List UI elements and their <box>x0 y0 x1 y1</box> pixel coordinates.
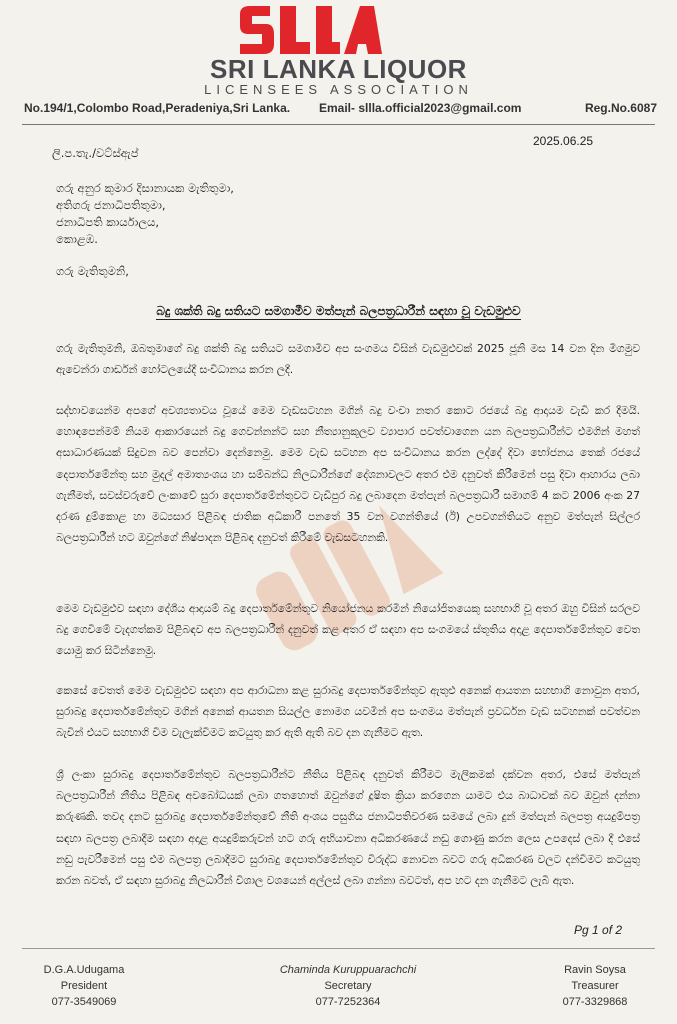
signatory-name: D.G.A.Udugama <box>43 964 125 976</box>
subject-text: බදු ශක්ති බදු සතියට සමගාමීව මත්පැන් බලපත්‍රධාරීන් සඳහා වූ වැඩමුළුව <box>156 304 521 318</box>
signatory-president <box>24 962 144 1010</box>
page-number: Pg 1 of 2 <box>574 923 623 937</box>
letterhead-divider <box>22 124 655 125</box>
body-paragraph: සද්භාවයෙන්ම අපගේ අවශ්‍යතාවය වූයේ මෙම වැඩසටහන මගින් බදු වංචා නතර කොට රජයේ බදු ආදායම වැඩි කර දීමයි. හොඳපෙන්මම් නියම ආකාරයෙන් බදු ගෙවන්නන්ට සහ නීත්‍යානුකූලව ව්‍යාපාර පවත්වාගෙන යන බලපත්‍රධාරීන්ට එමගින් මහත් අසාධාරණයක් සිදුවන බව පෙන්වා දෙන්නෙමු. මෙම වැඩ සටහන අප සංවිධානය කරන ලද්දේ දිවා භෝජනය තෙක් රජයේ දෙපාර්තමේන්තු සහ මුදල් අමාත්‍යංශය හා සම්බන්ධ නිලධාරීන්ගේ දේශනාවලට අතර එම දනුවත් කිරීමෙන් පසු දිවා ආහාරය ලබා ගැනීමත්, සවස්වරුවේ ලංකාවේ සුරා දෙපාර්තමේන්තුවට වැඩිපුර බදු ලබාදෙන මත්පැන් බලපත්‍රධාරී සමාගම් 4 කට 2006 අංක 27 දරණ දුම්කොළ හා මධ්‍යසාර පිළිබඳ ජාතික අධිකාරී පනතේ 35 වන වගන්තියේ (ඊ) උපවගන්තියට අනුව මත්පැන් සිල්ලර බලපත්‍රධාරීන් හට ඔවුන්ගේ නිෂ්පාදන පිළිබඳ දනුවත් කිරීමේ වැඩසටහනකි. <box>56 404 640 545</box>
body-paragraph: මෙම වැඩමුළුව සඳහා දේශීය ආදායම් බදු දෙපාර්තමේන්තුව නියෝජනය කරමින් නියෝජිතයෙකු සහභාගි වූ අතර ඔහු විසින් සරලව බදු ගෙවීමේ වැදගත්කම පිළිබඳව අප බලපත්‍රධාරීන් දනුවත් කළ අතර ඒ සඳහා අප සංගමයේ ස්තූතිය අදාළ දෙපාර්තමේන්තුව වෙත යොමු කර සිටින්නෙමු. <box>56 602 640 658</box>
letter-date: 2025.06.25 <box>533 134 594 148</box>
footer-divider <box>22 948 655 949</box>
body-paragraph: ශ්‍රී ලංකා සුරාබදු දෙපාර්තමේන්තුව බලපත්‍රධාරීන්ට නීතිය පිළිබඳ දනුවත් කිරීමට මැලිකමක් දක්වන අතර, එසේ මත්පැන් බලපත්‍රධාරීන් නීතිය පිළිබඳ අවබෝධයක් ලබා ගතහොත් ඔවුන්ගේ දූෂිත ක්‍රියා කරගෙන යාමට එය බාධාවක් බව ඔවුන් දන්නා කරුණකි. තවද දනට සුරාබදු දෙපාර්තමේන්තුවේ නීති අංශය පසුගිය ජනාධිපතිවරණ සමයේ ලබා දුන් මත්පැන් බලපත්‍ර අයදුම්පත්‍ර සඳහා බලපත්‍ර ලබාදීම සඳහා අදාළ අයදුම්කරුවන් හට ගරු අභියාචනා අධිකරණයේ නඩු ගොණු කරන ලෙස උපදෙස් ලබා දී එසේ නඩු පැවරීමෙන් පසු එම බලපත්‍ර ලබාදීමට සුරාබදු දෙපාර්තමේන්තුව විරුද්ධ නොවන බවට ගරු අධිකරණ වලට දන්වීමට කටයුතු කරන බවත්, ඒ සඳහා සුරාබදු නිලධාරීන් විශාල වශයෙන් අල්ලස් ලබා ගන්නා බවටත්, අප හට දන ගැනීමට ලැබී ඇත. <box>56 768 640 888</box>
organization-name: SRI LANKA LIQUOR <box>210 54 467 84</box>
sllla-logo-icon <box>236 4 382 56</box>
signatory-title: Secretary <box>324 980 372 992</box>
signatory-treasurer <box>540 962 650 1010</box>
signatory-phone: 077-3549069 <box>51 996 117 1008</box>
signatory-title: President <box>60 980 108 992</box>
signatory-secretary <box>258 962 438 1010</box>
signatory-title: Treasurer <box>571 980 619 992</box>
organization-tagline: LICENSEES ASSOCIATION <box>204 82 473 97</box>
recipient-line: කොළඹ. <box>56 232 98 246</box>
org-reg-no: Reg.No.6087 <box>584 101 657 115</box>
salutation: ගරු මැතිතුමනි, <box>56 264 129 278</box>
signatory-phone: 077-7252364 <box>315 996 381 1008</box>
letter-subject <box>0 304 677 319</box>
recipient-line: ජනාධිපති කාර්යාලය, <box>56 215 160 229</box>
body-paragraph: ගරු මැතිතුමනි, ඔබතුමාගේ බදු ශක්ති බදු සතියට සමගාමීව අප සංගමය විසින් වැඩමුළුවක් 2025 ජූනි මස 14 වන දින මීගමුව ඇවෙන්රා ගාර්ඩන් හෝටලයේදී සංවිධානය කරන ලදී. <box>56 342 640 377</box>
signatory-phone: 077-3329868 <box>562 996 628 1008</box>
recipient-line: ගරු අනුර කුමාර දිසානායක මැතිතුමා, <box>56 181 234 195</box>
signatory-name: Chaminda Kuruppuarachchi <box>279 964 417 976</box>
recipient-address <box>56 180 234 248</box>
body-paragraph: කෙසේ වෙතත් මෙම වැඩමුළුව සඳහා අප ආරාධනා කළ සුරාබදු දෙපාර්තමේන්තුව ඇතුළු අනෙක් ආයතන සහභාගි නොවුන අතර, සුරාබදු දෙපාර්තමේන්තුව මගින් අනෙක් ආයතන සියල්ල නොමග යවමින් අප සංගමය මත්පැන් ප්‍රවර්ධන වැඩ සටහනක් පවත්වන බැවින් එයට සහභාගි වීම වැලැක්වීමට කටයුතු කර ඇති ඇති බව දන ගැනීමට ඇත. <box>56 684 640 740</box>
signatory-name: Ravin Soysa <box>564 964 626 976</box>
org-email: Email- sllla.official2023@gmail.com <box>319 101 522 115</box>
letter-reference: ලි.ප.තැ./වට්ස්ඇප් <box>52 146 139 160</box>
recipient-line: අතිගරු ජනාධිපතිතුමා, <box>56 198 166 212</box>
org-address: No.194/1,Colombo Road,Peradeniya,Sri Lanka. <box>24 101 291 115</box>
letterhead-contact-row <box>24 101 657 121</box>
